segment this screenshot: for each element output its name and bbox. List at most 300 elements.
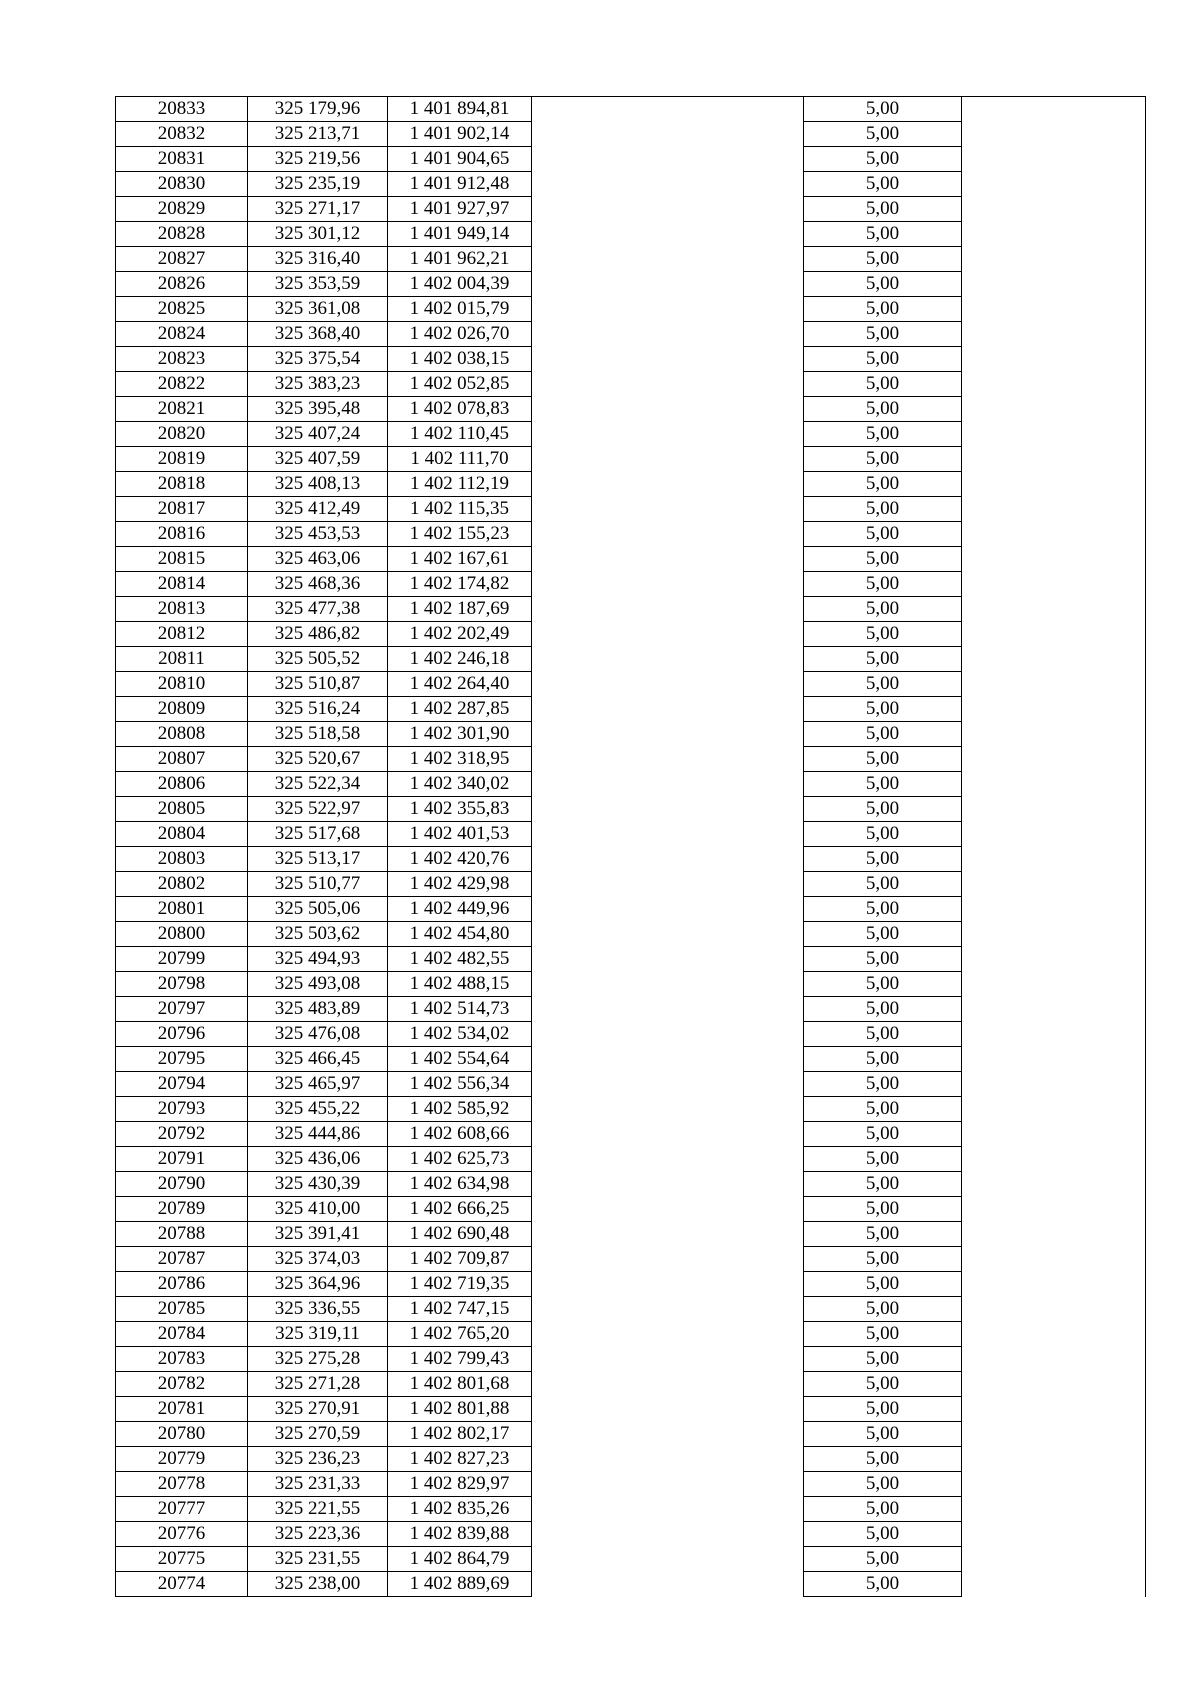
y-coordinate-cell: 1 401 904,65 xyxy=(388,147,532,172)
point-number-cell: 20779 xyxy=(116,1447,248,1472)
table-row xyxy=(116,672,1146,697)
value-cell: 5,00 xyxy=(804,422,962,447)
x-coordinate-cell: 325 213,71 xyxy=(248,122,388,147)
x-coordinate-cell: 325 503,62 xyxy=(248,922,388,947)
x-coordinate-cell: 325 319,11 xyxy=(248,1322,388,1347)
point-number-cell: 20802 xyxy=(116,872,248,897)
x-coordinate-cell: 325 465,97 xyxy=(248,1072,388,1097)
point-number-cell: 20812 xyxy=(116,622,248,647)
x-coordinate-cell: 325 271,28 xyxy=(248,1372,388,1397)
y-coordinate-cell: 1 402 038,15 xyxy=(388,347,532,372)
y-coordinate-cell: 1 402 488,15 xyxy=(388,972,532,997)
x-coordinate-cell: 325 518,58 xyxy=(248,722,388,747)
blank-cell xyxy=(532,847,804,872)
point-number-cell: 20778 xyxy=(116,1472,248,1497)
value-cell: 5,00 xyxy=(804,322,962,347)
blank-cell xyxy=(962,347,1146,372)
x-coordinate-cell: 325 375,54 xyxy=(248,347,388,372)
point-number-cell: 20775 xyxy=(116,1547,248,1572)
blank-cell xyxy=(532,397,804,422)
y-coordinate-cell: 1 402 482,55 xyxy=(388,947,532,972)
point-number-cell: 20787 xyxy=(116,1247,248,1272)
blank-cell xyxy=(962,822,1146,847)
x-coordinate-cell: 325 353,59 xyxy=(248,272,388,297)
table-row xyxy=(116,997,1146,1022)
point-number-cell: 20823 xyxy=(116,347,248,372)
y-coordinate-cell: 1 402 765,20 xyxy=(388,1322,532,1347)
y-coordinate-cell: 1 402 585,92 xyxy=(388,1097,532,1122)
blank-cell xyxy=(532,147,804,172)
table-row xyxy=(116,1147,1146,1172)
blank-cell xyxy=(962,122,1146,147)
blank-cell xyxy=(962,247,1146,272)
point-number-cell: 20819 xyxy=(116,447,248,472)
x-coordinate-cell: 325 410,00 xyxy=(248,1197,388,1222)
blank-cell xyxy=(532,1272,804,1297)
y-coordinate-cell: 1 402 534,02 xyxy=(388,1022,532,1047)
blank-cell xyxy=(962,447,1146,472)
x-coordinate-cell: 325 231,55 xyxy=(248,1547,388,1572)
table-row xyxy=(116,872,1146,897)
value-cell: 5,00 xyxy=(804,772,962,797)
table-row xyxy=(116,1172,1146,1197)
table-row xyxy=(116,1447,1146,1472)
x-coordinate-cell: 325 235,19 xyxy=(248,172,388,197)
table-row xyxy=(116,1372,1146,1397)
blank-cell xyxy=(962,397,1146,422)
blank-cell xyxy=(962,222,1146,247)
blank-cell xyxy=(532,872,804,897)
y-coordinate-cell: 1 401 912,48 xyxy=(388,172,532,197)
y-coordinate-cell: 1 402 115,35 xyxy=(388,497,532,522)
blank-cell xyxy=(532,297,804,322)
point-number-cell: 20791 xyxy=(116,1147,248,1172)
x-coordinate-cell: 325 407,24 xyxy=(248,422,388,447)
table-row xyxy=(116,422,1146,447)
y-coordinate-cell: 1 401 927,97 xyxy=(388,197,532,222)
table-row xyxy=(116,697,1146,722)
blank-cell xyxy=(962,522,1146,547)
blank-cell xyxy=(532,1047,804,1072)
value-cell: 5,00 xyxy=(804,897,962,922)
blank-cell xyxy=(532,897,804,922)
blank-cell xyxy=(532,672,804,697)
point-number-cell: 20827 xyxy=(116,247,248,272)
table-row xyxy=(116,1297,1146,1322)
y-coordinate-cell: 1 402 318,95 xyxy=(388,747,532,772)
table-row xyxy=(116,972,1146,997)
point-number-cell: 20790 xyxy=(116,1172,248,1197)
y-coordinate-cell: 1 401 962,21 xyxy=(388,247,532,272)
x-coordinate-cell: 325 221,55 xyxy=(248,1497,388,1522)
y-coordinate-cell: 1 402 015,79 xyxy=(388,297,532,322)
x-coordinate-cell: 325 219,56 xyxy=(248,147,388,172)
x-coordinate-cell: 325 408,13 xyxy=(248,472,388,497)
blank-cell xyxy=(532,1322,804,1347)
value-cell: 5,00 xyxy=(804,997,962,1022)
blank-cell xyxy=(962,272,1146,297)
y-coordinate-cell: 1 402 340,02 xyxy=(388,772,532,797)
table-row xyxy=(116,397,1146,422)
table-row xyxy=(116,722,1146,747)
point-number-cell: 20786 xyxy=(116,1272,248,1297)
x-coordinate-cell: 325 336,55 xyxy=(248,1297,388,1322)
table-row xyxy=(116,522,1146,547)
y-coordinate-cell: 1 402 554,64 xyxy=(388,1047,532,1072)
point-number-cell: 20810 xyxy=(116,672,248,697)
table-row xyxy=(116,1497,1146,1522)
table-row xyxy=(116,1522,1146,1547)
x-coordinate-cell: 325 463,06 xyxy=(248,547,388,572)
value-cell: 5,00 xyxy=(804,1447,962,1472)
value-cell: 5,00 xyxy=(804,447,962,472)
value-cell: 5,00 xyxy=(804,1097,962,1122)
blank-cell xyxy=(962,1197,1146,1222)
point-number-cell: 20794 xyxy=(116,1072,248,1097)
blank-cell xyxy=(962,1497,1146,1522)
x-coordinate-cell: 325 477,38 xyxy=(248,597,388,622)
point-number-cell: 20793 xyxy=(116,1097,248,1122)
y-coordinate-cell: 1 402 839,88 xyxy=(388,1522,532,1547)
table-row xyxy=(116,1072,1146,1097)
x-coordinate-cell: 325 374,03 xyxy=(248,1247,388,1272)
blank-cell xyxy=(962,1547,1146,1572)
blank-cell xyxy=(532,497,804,522)
x-coordinate-cell: 325 236,23 xyxy=(248,1447,388,1472)
blank-cell xyxy=(962,1422,1146,1447)
y-coordinate-cell: 1 402 864,79 xyxy=(388,1547,532,1572)
blank-cell xyxy=(962,997,1146,1022)
blank-cell xyxy=(532,272,804,297)
point-number-cell: 20792 xyxy=(116,1122,248,1147)
blank-cell xyxy=(962,1222,1146,1247)
blank-cell xyxy=(962,622,1146,647)
blank-cell xyxy=(962,597,1146,622)
blank-cell xyxy=(532,1072,804,1097)
value-cell: 5,00 xyxy=(804,1022,962,1047)
value-cell: 5,00 xyxy=(804,797,962,822)
blank-cell xyxy=(962,422,1146,447)
x-coordinate-cell: 325 270,59 xyxy=(248,1422,388,1447)
blank-cell xyxy=(962,322,1146,347)
y-coordinate-cell: 1 402 355,83 xyxy=(388,797,532,822)
y-coordinate-cell: 1 402 835,26 xyxy=(388,1497,532,1522)
table-row xyxy=(116,647,1146,672)
blank-cell xyxy=(532,597,804,622)
point-number-cell: 20821 xyxy=(116,397,248,422)
table-row xyxy=(116,822,1146,847)
blank-cell xyxy=(532,797,804,822)
table-row xyxy=(116,1222,1146,1247)
value-cell: 5,00 xyxy=(804,622,962,647)
x-coordinate-cell: 325 494,93 xyxy=(248,947,388,972)
point-number-cell: 20806 xyxy=(116,772,248,797)
x-coordinate-cell: 325 510,87 xyxy=(248,672,388,697)
x-coordinate-cell: 325 513,17 xyxy=(248,847,388,872)
x-coordinate-cell: 325 391,41 xyxy=(248,1222,388,1247)
value-cell: 5,00 xyxy=(804,1172,962,1197)
y-coordinate-cell: 1 402 802,17 xyxy=(388,1422,532,1447)
value-cell: 5,00 xyxy=(804,1147,962,1172)
table-body xyxy=(116,97,1146,1597)
value-cell: 5,00 xyxy=(804,397,962,422)
table-row xyxy=(116,772,1146,797)
table-row xyxy=(116,272,1146,297)
blank-cell xyxy=(532,1247,804,1272)
value-cell: 5,00 xyxy=(804,722,962,747)
point-number-cell: 20795 xyxy=(116,1047,248,1072)
blank-cell xyxy=(962,97,1146,122)
value-cell: 5,00 xyxy=(804,522,962,547)
y-coordinate-cell: 1 402 187,69 xyxy=(388,597,532,622)
y-coordinate-cell: 1 402 111,70 xyxy=(388,447,532,472)
point-number-cell: 20785 xyxy=(116,1297,248,1322)
blank-cell xyxy=(532,1147,804,1172)
table-row xyxy=(116,322,1146,347)
y-coordinate-cell: 1 402 719,35 xyxy=(388,1272,532,1297)
y-coordinate-cell: 1 402 799,43 xyxy=(388,1347,532,1372)
value-cell: 5,00 xyxy=(804,822,962,847)
blank-cell xyxy=(962,372,1146,397)
blank-cell xyxy=(962,572,1146,597)
value-cell: 5,00 xyxy=(804,497,962,522)
y-coordinate-cell: 1 401 894,81 xyxy=(388,97,532,122)
blank-cell xyxy=(532,1447,804,1472)
x-coordinate-cell: 325 505,06 xyxy=(248,897,388,922)
blank-cell xyxy=(962,1447,1146,1472)
y-coordinate-cell: 1 402 801,88 xyxy=(388,1397,532,1422)
x-coordinate-cell: 325 522,97 xyxy=(248,797,388,822)
blank-cell xyxy=(962,497,1146,522)
x-coordinate-cell: 325 316,40 xyxy=(248,247,388,272)
value-cell: 5,00 xyxy=(804,947,962,972)
y-coordinate-cell: 1 402 709,87 xyxy=(388,1247,532,1272)
point-number-cell: 20820 xyxy=(116,422,248,447)
blank-cell xyxy=(962,1122,1146,1147)
table-row xyxy=(116,1122,1146,1147)
y-coordinate-cell: 1 402 514,73 xyxy=(388,997,532,1022)
table-row xyxy=(116,1197,1146,1222)
blank-cell xyxy=(532,822,804,847)
point-number-cell: 20832 xyxy=(116,122,248,147)
value-cell: 5,00 xyxy=(804,747,962,772)
x-coordinate-cell: 325 436,06 xyxy=(248,1147,388,1172)
y-coordinate-cell: 1 402 155,23 xyxy=(388,522,532,547)
x-coordinate-cell: 325 455,22 xyxy=(248,1097,388,1122)
blank-cell xyxy=(532,1122,804,1147)
blank-cell xyxy=(532,972,804,997)
point-number-cell: 20817 xyxy=(116,497,248,522)
value-cell: 5,00 xyxy=(804,1497,962,1522)
blank-cell xyxy=(532,122,804,147)
x-coordinate-cell: 325 270,91 xyxy=(248,1397,388,1422)
x-coordinate-cell: 325 275,28 xyxy=(248,1347,388,1372)
y-coordinate-cell: 1 402 827,23 xyxy=(388,1447,532,1472)
x-coordinate-cell: 325 383,23 xyxy=(248,372,388,397)
value-cell: 5,00 xyxy=(804,1422,962,1447)
blank-cell xyxy=(962,472,1146,497)
y-coordinate-cell: 1 402 202,49 xyxy=(388,622,532,647)
y-coordinate-cell: 1 402 301,90 xyxy=(388,722,532,747)
blank-cell xyxy=(962,197,1146,222)
blank-cell xyxy=(532,372,804,397)
x-coordinate-cell: 325 364,96 xyxy=(248,1272,388,1297)
y-coordinate-cell: 1 402 174,82 xyxy=(388,572,532,597)
blank-cell xyxy=(532,347,804,372)
x-coordinate-cell: 325 368,40 xyxy=(248,322,388,347)
value-cell: 5,00 xyxy=(804,472,962,497)
point-number-cell: 20814 xyxy=(116,572,248,597)
point-number-cell: 20826 xyxy=(116,272,248,297)
x-coordinate-cell: 325 493,08 xyxy=(248,972,388,997)
blank-cell xyxy=(532,322,804,347)
blank-cell xyxy=(962,922,1146,947)
blank-cell xyxy=(962,1372,1146,1397)
x-coordinate-cell: 325 223,36 xyxy=(248,1522,388,1547)
point-number-cell: 20782 xyxy=(116,1372,248,1397)
table-row xyxy=(116,1397,1146,1422)
point-number-cell: 20801 xyxy=(116,897,248,922)
value-cell: 5,00 xyxy=(804,872,962,897)
value-cell: 5,00 xyxy=(804,1197,962,1222)
y-coordinate-cell: 1 402 608,66 xyxy=(388,1122,532,1147)
value-cell: 5,00 xyxy=(804,1547,962,1572)
point-number-cell: 20813 xyxy=(116,597,248,622)
point-number-cell: 20825 xyxy=(116,297,248,322)
y-coordinate-cell: 1 402 556,34 xyxy=(388,1072,532,1097)
point-number-cell: 20805 xyxy=(116,797,248,822)
blank-cell xyxy=(962,872,1146,897)
blank-cell xyxy=(532,1197,804,1222)
blank-cell xyxy=(532,1472,804,1497)
x-coordinate-cell: 325 483,89 xyxy=(248,997,388,1022)
table-row xyxy=(116,1272,1146,1297)
table-row xyxy=(116,122,1146,147)
blank-cell xyxy=(962,297,1146,322)
table-row xyxy=(116,247,1146,272)
table-row xyxy=(116,1022,1146,1047)
x-coordinate-cell: 325 517,68 xyxy=(248,822,388,847)
table-row xyxy=(116,1347,1146,1372)
point-number-cell: 20783 xyxy=(116,1347,248,1372)
table-row xyxy=(116,372,1146,397)
x-coordinate-cell: 325 430,39 xyxy=(248,1172,388,1197)
blank-cell xyxy=(532,422,804,447)
value-cell: 5,00 xyxy=(804,1522,962,1547)
table-row xyxy=(116,947,1146,972)
value-cell: 5,00 xyxy=(804,1322,962,1347)
table-row xyxy=(116,197,1146,222)
x-coordinate-cell: 325 444,86 xyxy=(248,1122,388,1147)
value-cell: 5,00 xyxy=(804,122,962,147)
blank-cell xyxy=(962,1397,1146,1422)
x-coordinate-cell: 325 466,45 xyxy=(248,1047,388,1072)
value-cell: 5,00 xyxy=(804,247,962,272)
blank-cell xyxy=(532,97,804,122)
table-row xyxy=(116,1572,1146,1597)
blank-cell xyxy=(532,247,804,272)
blank-cell xyxy=(962,1022,1146,1047)
x-coordinate-cell: 325 412,49 xyxy=(248,497,388,522)
x-coordinate-cell: 325 476,08 xyxy=(248,1022,388,1047)
table-row xyxy=(116,1422,1146,1447)
blank-cell xyxy=(962,1047,1146,1072)
point-number-cell: 20784 xyxy=(116,1322,248,1347)
blank-cell xyxy=(962,1472,1146,1497)
table-row xyxy=(116,547,1146,572)
value-cell: 5,00 xyxy=(804,222,962,247)
point-number-cell: 20788 xyxy=(116,1222,248,1247)
blank-cell xyxy=(962,1247,1146,1272)
blank-cell xyxy=(962,1572,1146,1597)
point-number-cell: 20798 xyxy=(116,972,248,997)
table-row xyxy=(116,222,1146,247)
blank-cell xyxy=(962,1172,1146,1197)
y-coordinate-cell: 1 401 949,14 xyxy=(388,222,532,247)
x-coordinate-cell: 325 395,48 xyxy=(248,397,388,422)
point-number-cell: 20833 xyxy=(116,97,248,122)
y-coordinate-cell: 1 402 634,98 xyxy=(388,1172,532,1197)
point-number-cell: 20818 xyxy=(116,472,248,497)
value-cell: 5,00 xyxy=(804,972,962,997)
value-cell: 5,00 xyxy=(804,147,962,172)
blank-cell xyxy=(532,772,804,797)
blank-cell xyxy=(962,547,1146,572)
blank-cell xyxy=(532,722,804,747)
y-coordinate-cell: 1 402 829,97 xyxy=(388,1472,532,1497)
blank-cell xyxy=(532,1022,804,1047)
point-number-cell: 20830 xyxy=(116,172,248,197)
value-cell: 5,00 xyxy=(804,697,962,722)
value-cell: 5,00 xyxy=(804,547,962,572)
blank-cell xyxy=(532,522,804,547)
value-cell: 5,00 xyxy=(804,272,962,297)
table-row xyxy=(116,172,1146,197)
point-number-cell: 20777 xyxy=(116,1497,248,1522)
table-row xyxy=(116,472,1146,497)
value-cell: 5,00 xyxy=(804,922,962,947)
blank-cell xyxy=(962,847,1146,872)
blank-cell xyxy=(962,1147,1146,1172)
blank-cell xyxy=(532,1097,804,1122)
value-cell: 5,00 xyxy=(804,297,962,322)
point-number-cell: 20809 xyxy=(116,697,248,722)
blank-cell xyxy=(532,997,804,1022)
blank-cell xyxy=(962,972,1146,997)
blank-cell xyxy=(962,1297,1146,1322)
blank-cell xyxy=(962,172,1146,197)
value-cell: 5,00 xyxy=(804,1572,962,1597)
y-coordinate-cell: 1 401 902,14 xyxy=(388,122,532,147)
y-coordinate-cell: 1 402 449,96 xyxy=(388,897,532,922)
table-row xyxy=(116,447,1146,472)
blank-cell xyxy=(532,1222,804,1247)
blank-cell xyxy=(532,572,804,597)
table-row xyxy=(116,897,1146,922)
table-row xyxy=(116,847,1146,872)
value-cell: 5,00 xyxy=(804,1372,962,1397)
blank-cell xyxy=(532,447,804,472)
value-cell: 5,00 xyxy=(804,847,962,872)
blank-cell xyxy=(962,797,1146,822)
y-coordinate-cell: 1 402 747,15 xyxy=(388,1297,532,1322)
y-coordinate-cell: 1 402 052,85 xyxy=(388,372,532,397)
point-number-cell: 20797 xyxy=(116,997,248,1022)
point-number-cell: 20824 xyxy=(116,322,248,347)
blank-cell xyxy=(962,1322,1146,1347)
blank-cell xyxy=(962,147,1146,172)
value-cell: 5,00 xyxy=(804,647,962,672)
